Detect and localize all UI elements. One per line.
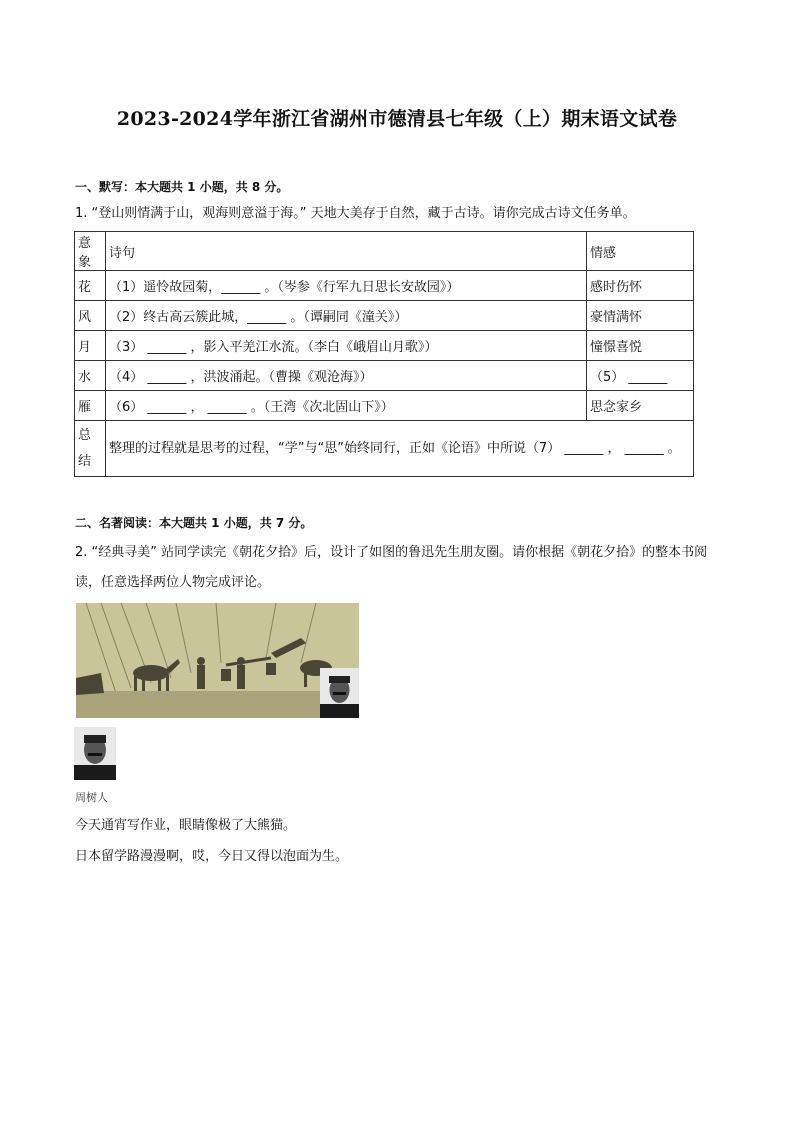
header-verse: 诗句: [106, 232, 587, 271]
cell-summary-label: 总结: [75, 421, 106, 477]
header-emotion: 情感: [587, 232, 694, 271]
cell-verse: （4） ______ ，洪波涌起。（曹操《观沧海》）: [106, 361, 587, 391]
moments-post-line-1: 今天通宵写作业，眼睛像极了大熊猫。: [75, 818, 297, 833]
cell-emotion: 感时伤怀: [587, 271, 694, 301]
table-row: [75, 271, 694, 301]
cell-emotion: 憧憬喜悦: [587, 331, 694, 361]
cell-imagery: 月: [75, 331, 106, 361]
cell-emotion: （5） ______: [587, 361, 694, 391]
cell-imagery: 花: [75, 271, 106, 301]
cell-imagery: 风: [75, 301, 106, 331]
cell-verse: （1）遥怜故园菊，______ 。（岑参《行军九日思长安故园》）: [106, 271, 587, 301]
cell-verse: （3） ______ ，影入平羌江水流。（李白《峨眉山月歌》）: [106, 331, 587, 361]
table-row: [75, 361, 694, 391]
header-imagery: 意象: [75, 232, 106, 271]
table-row: [75, 301, 694, 331]
cell-imagery: 雁: [75, 391, 106, 421]
cell-verse: （6） ______ ， ______ 。（王湾《次北固山下》）: [106, 391, 587, 421]
table-header-row: [75, 232, 694, 271]
cell-emotion: 豪情满怀: [587, 301, 694, 331]
cell-summary-text: 整理的过程就是思考的过程，“学”与“思”始终同行，正如《论语》中所说（7） ______ ， ______ 。: [106, 421, 694, 477]
table-row: [75, 391, 694, 421]
cell-verse: （2）终古高云簇此城，______ 。（谭嗣同《潼关》）: [106, 301, 587, 331]
section2-heading: 二、名著阅读：本大题共 1 小题，共 7 分。: [75, 516, 313, 530]
luxun-portrait-large: [320, 668, 359, 718]
question-1: 1. “登山则情满于山，观海则意溢于海。” 天地大美存于自然，藏于古诗。请你完成古诗文任务单。: [75, 206, 636, 221]
woodcut-illustration: [76, 603, 359, 718]
poem-task-table: [74, 231, 694, 477]
question-2: 2. “经典寻美” 站同学读完《朝花夕拾》后，设计了如图的鲁迅先生朋友圈。请你根据《朝花夕拾》的整本书阅读，任意选择两位人物完成评论。: [75, 545, 708, 590]
moments-post-line-2: 日本留学路漫漫啊，哎，今日又得以泡面为生。: [75, 849, 349, 864]
section1-heading: 一、默写：本大题共 1 小题，共 8 分。: [75, 180, 289, 194]
luxun-portrait-small: [74, 727, 116, 780]
page-title: 2023-2024学年浙江省湖州市德清县七年级（上）期末语文试卷: [116, 108, 678, 130]
table-summary-row: [75, 421, 694, 477]
author-name-caption: 周树人: [75, 791, 108, 804]
cell-emotion: 思念家乡: [587, 391, 694, 421]
table-row: [75, 331, 694, 361]
cell-imagery: 水: [75, 361, 106, 391]
